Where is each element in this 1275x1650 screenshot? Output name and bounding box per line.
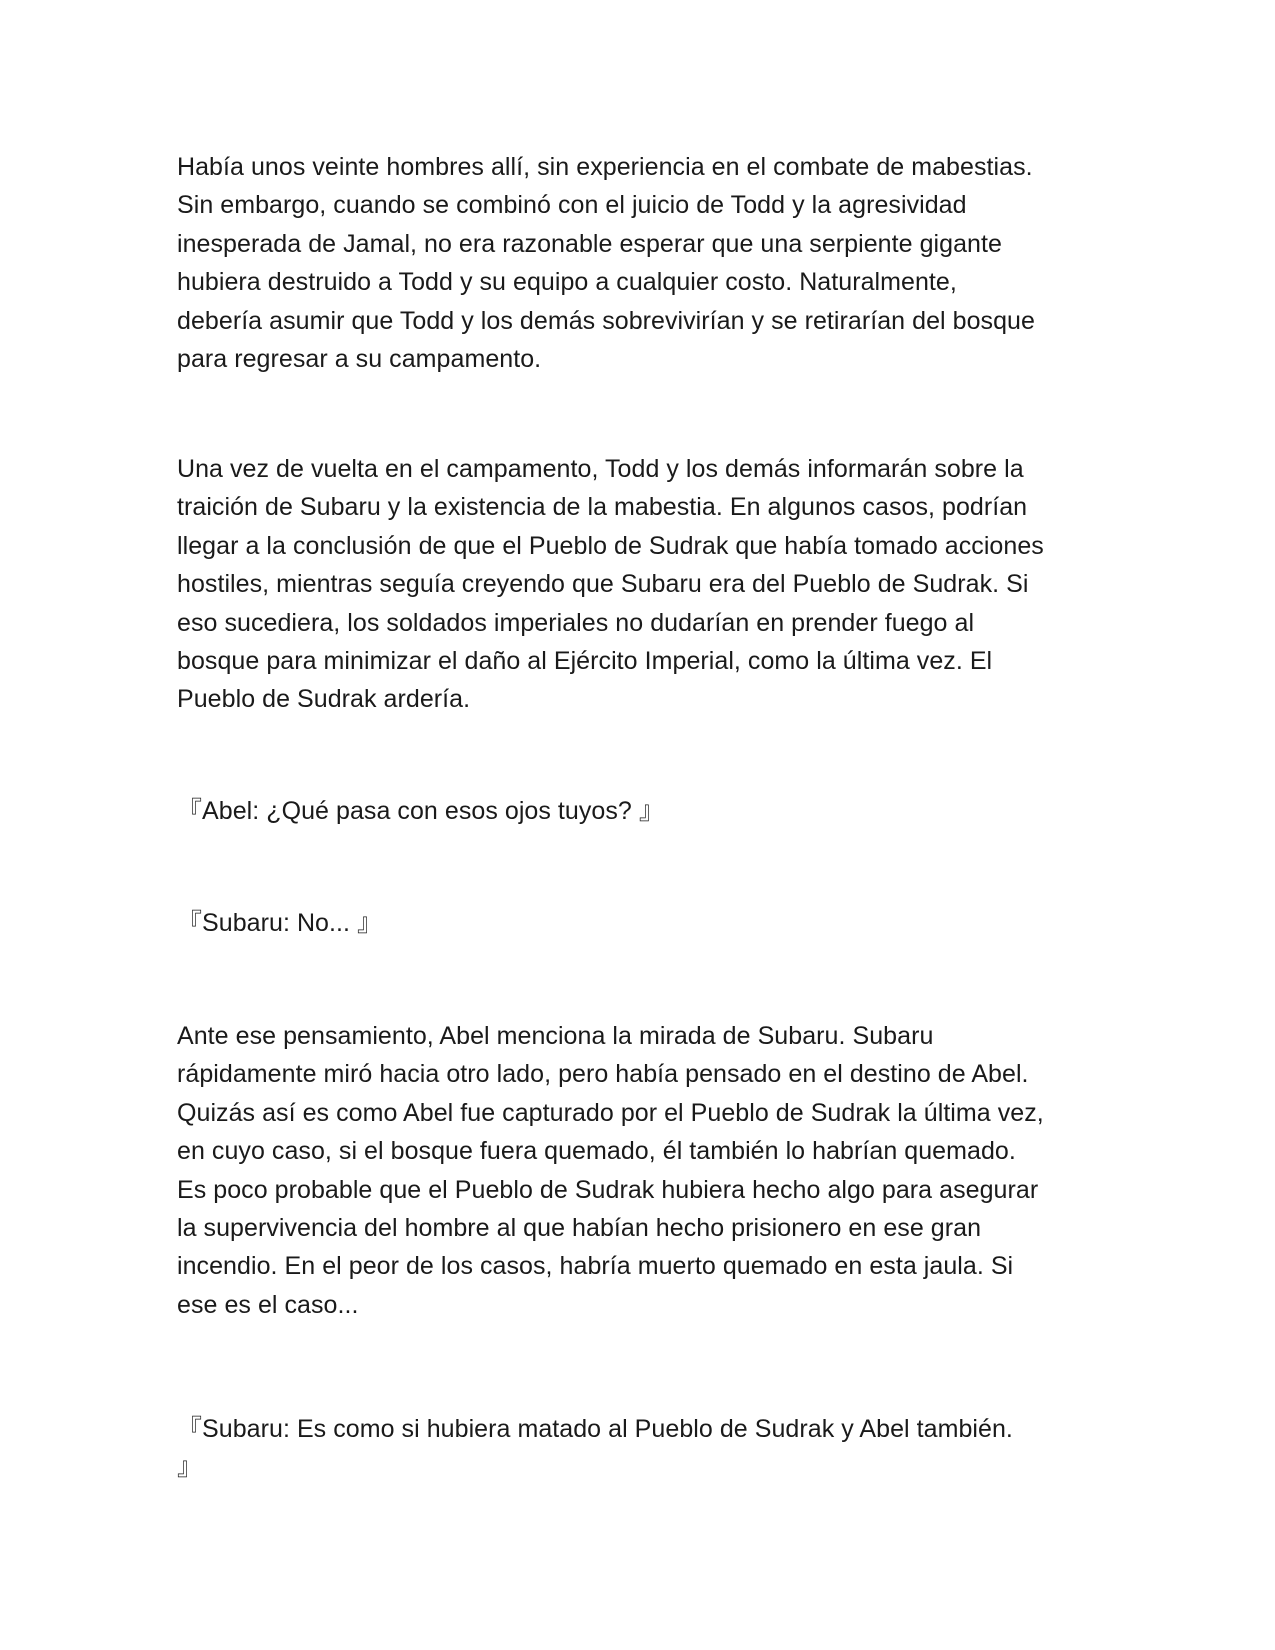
narration-paragraph-3: Ante ese pensamiento, Abel menciona la mirada de Subaru. Subaru rápidamente miró hacia otro lado, pero había pensado en el destino de Abel. Quizás así es como Abel fue capturado por el Pueblo de Sudrak la última vez, en cuyo caso, si el bosque fuera quemado, él también lo habrían quemado. Es poco probable que el Pueblo de Sudrak hubiera hecho algo para asegurar la supervivencia del hombre al que habían hecho prisionero en ese gran incendio. En el peor de los casos, habría muerto quemado en esta jaula. Si ese es el caso... [177, 1022, 1044, 1319]
narration-paragraph-1: Había unos veinte hombres allí, sin experiencia en el combate de mabestias. Sin embargo, cuando se combinó con el juicio de Todd y la agresividad inesperada de Jamal, no era razonable esperar que una serpiente gigante hubiera destruido a Todd y su equipo a cualquier costo. Naturalmente, debería asumir que Todd y los demás sobrevivirían y se retirarían del bosque para regresar a su campamento. [177, 153, 1035, 374]
dialogue-line-subaru-2: 『Subaru: Es como si hubiera matado al Pueblo de Sudrak y Abel también. 』 [177, 1415, 1013, 1482]
dialogue-line-subaru-1: 『Subaru: No... 』 [177, 909, 383, 937]
dialogue-line-abel: 『Abel: ¿Qué pasa con esos ojos tuyos? 』 [177, 797, 664, 825]
narration-paragraph-2: Una vez de vuelta en el campamento, Todd y los demás informarán sobre la traición de Subaru y la existencia de la mabestia. En algunos casos, podrían llegar a la conclusión de que el Pueblo de Sudrak que había tomado acciones hostiles, mientras seguía creyendo que Subaru era del Pueblo de Sudrak. Si eso sucediera, los soldados imperiales no dudarían en prender fuego al bosque para minimizar el daño al Ejército Imperial, como la última vez. El Pueblo de Sudrak ardería. [177, 455, 1044, 714]
